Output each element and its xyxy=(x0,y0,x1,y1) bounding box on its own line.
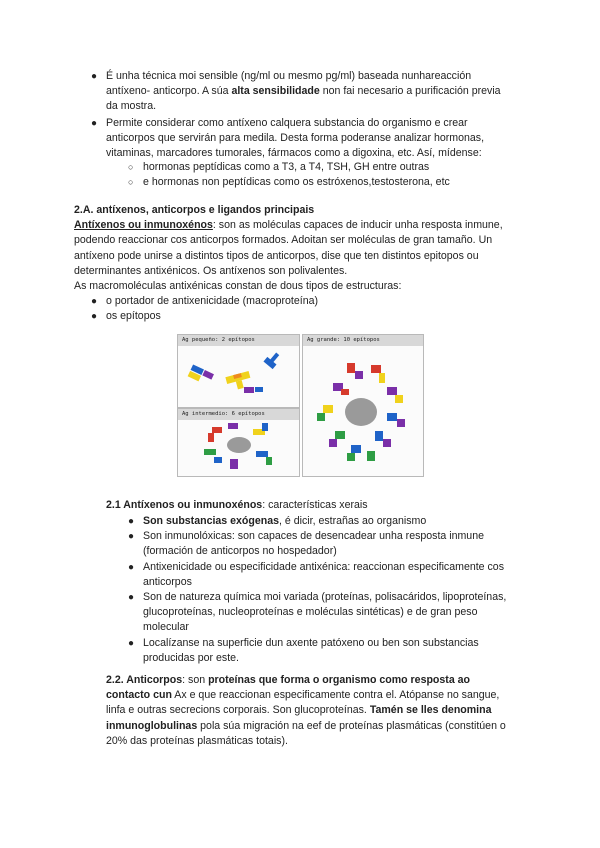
text-line xyxy=(106,99,546,114)
section-21-bullet-5 xyxy=(128,636,543,666)
text-line xyxy=(143,620,543,635)
text-line xyxy=(143,651,543,666)
text-run: , é dicir, estrañas ao organismo xyxy=(279,515,427,527)
bold-text-run: 2.2. Anticorpos xyxy=(106,674,183,686)
text-run: pola súa migración na eef de proteínas plasmáticas (constitúen o xyxy=(197,719,506,732)
text-line xyxy=(106,734,556,749)
section-2a-bullet-1: ● o portador de antixenicidade (macroproteína) xyxy=(106,294,526,309)
text-line xyxy=(143,544,543,559)
antigen-term: Antíxenos ou inmunoxénos xyxy=(74,219,213,232)
panel-medium-label: Ag intermedio: 6 epítopos xyxy=(178,409,299,420)
epitope-figure xyxy=(177,334,423,476)
intro-bullet-list xyxy=(91,69,546,161)
text-run: Permite considerar como antíxeno calquera substancia do organismo e crear xyxy=(106,116,468,129)
antibody-small-left xyxy=(188,364,214,386)
panel-large-label: Ag grande: 10 epítopos xyxy=(303,335,423,346)
text-line xyxy=(106,69,546,84)
text-line xyxy=(143,590,543,605)
panel-large-antigen xyxy=(302,334,424,477)
text-run: (formación de anticorpos no hospedador) xyxy=(143,545,337,558)
section-2a-line-5: As macromoléculas antixénicas constan de dous tipos de estructuras: xyxy=(74,280,402,293)
text-run: vitaminas, marcadores tumorales, fármacos como a digoxina, etc. Así, mídense: xyxy=(106,147,482,160)
text-run: : son xyxy=(182,674,209,686)
section-2a xyxy=(74,203,554,294)
large-antigen-drawing xyxy=(303,335,423,476)
section-21-bullets xyxy=(128,514,543,666)
bullet-dot-icon: ● xyxy=(128,592,135,604)
text-line xyxy=(106,688,556,703)
text-run: É unha técnica moi sensible (ng/ml ou mesmo pg/ml) baseada nunhareacción xyxy=(106,70,472,82)
bullet-dot-icon: ● xyxy=(91,296,98,307)
intro-bullet-1-text xyxy=(106,69,546,115)
intro-bullet-2 xyxy=(91,116,546,162)
text-run: Localízanse na superficie dun axente patóxeno ou ben son substancias xyxy=(143,636,479,649)
section-2a-line-1: Antíxenos ou inmunoxénos: son as moléculas capaces de inducir unha resposta inmune, xyxy=(74,219,503,232)
panel-medium-antigen xyxy=(177,408,300,477)
text-line xyxy=(106,131,546,146)
section-21-bullet-3 xyxy=(128,560,543,590)
text-line xyxy=(143,514,543,529)
section-2a-line-4: determinantes antixénicos. Os antíxenos son polivalentes. xyxy=(74,264,348,277)
text-run: anticorpos xyxy=(143,575,192,588)
bold-text-run: Tamén se lles denomina xyxy=(369,704,492,717)
bullet-dot-icon: ● xyxy=(128,531,135,543)
text-run: Son inmunolóxicas: son capaces de desencadear unha resposta inmune xyxy=(143,530,484,543)
text-run: Antixenicidade ou especificidade antixénica: reaccionan especificamente cos xyxy=(143,560,504,573)
antibody-small-bottom xyxy=(244,387,263,393)
text-line xyxy=(143,575,543,590)
text-run: producidas por este. xyxy=(143,651,239,664)
text-line xyxy=(143,529,543,544)
section-2a-line-3: antíxeno pode unirse a distintos tipos de anticorpos, dise que ten distintos epitopos ou xyxy=(74,249,479,262)
text-run: Ax e que reaccionan especificamente contra el. Atópanse no sangue, xyxy=(171,689,500,702)
text-line xyxy=(143,605,543,620)
panel-small-antigen xyxy=(177,334,300,408)
text-run: linfa e outras secrecions corporais. Son glucoproteínas. xyxy=(106,704,370,717)
medium-antigen-drawing xyxy=(178,409,299,476)
large-antigen-core xyxy=(345,398,377,426)
text-line xyxy=(106,719,556,734)
text-run: non fai necesario a purificación previa xyxy=(319,85,501,98)
intro-bullet-2-text xyxy=(106,116,546,162)
text-line xyxy=(143,560,543,575)
text-run: antíxeno- anticorpo. A súa xyxy=(106,85,232,98)
text-line xyxy=(106,703,556,718)
section-2a-heading: 2.A. antíxenos, anticorpos e ligandos principais xyxy=(74,204,315,216)
text-line xyxy=(143,636,543,651)
bold-text-run: Son substancias exógenas xyxy=(143,515,280,527)
bullet-dot-icon: ● xyxy=(128,561,135,573)
section-2a-line-2: podendo reaccionar cos anticorpos formados. Adoitan ser moléculas de gran tamaño. Un xyxy=(74,234,493,247)
section-21-heading-line: 2.1 Antíxenos ou inmunoxénos: características xerais xyxy=(106,499,368,511)
small-antigen-drawing xyxy=(178,335,299,407)
panel-small-label: Ag pequeño: 2 epítopos xyxy=(178,335,299,346)
section-21-bullet-4 xyxy=(128,590,543,636)
sub-bullet-1: ○ hormonas peptídicas como a T3, a T4, TSH, GH entre outras xyxy=(143,160,543,175)
text-run: anticorpos que servirán para medila. Desta forma poderanse analizar hormonas, xyxy=(106,131,485,144)
bullet-dot-icon: ● xyxy=(128,516,135,527)
antibody-small-right xyxy=(263,350,282,369)
circle-bullet-icon: ○ xyxy=(128,162,134,172)
text-line xyxy=(106,84,546,99)
section-22 xyxy=(106,673,556,749)
bullet-dot-icon: ● xyxy=(91,117,98,129)
section-2a-bullets xyxy=(91,294,526,324)
bold-text-run: alta sensibilidade xyxy=(231,85,320,98)
text-run: 20% das proteínas plasmáticas totais). xyxy=(106,734,288,747)
section-21-heading: 2.1 Antíxenos ou inmunoxénos xyxy=(106,499,263,511)
section-21-bullet-2 xyxy=(128,529,543,559)
text-line xyxy=(106,673,556,688)
bold-text-run: inmunoglobulinas xyxy=(106,719,198,732)
text-run: Son de natureza química moi variada (proteínas, polisacáridos, lipoproteínas, xyxy=(143,591,507,604)
bold-text-run: contacto cun xyxy=(106,689,172,702)
text-line xyxy=(106,146,546,161)
text-run: molecular xyxy=(143,621,189,634)
circle-bullet-icon: ○ xyxy=(128,177,134,188)
bullet-dot-icon: ● xyxy=(91,311,98,323)
sub-bullet-2: ○ e hormonas non peptídicas como os estróxenos,testosterona, etc xyxy=(143,175,543,190)
section-21-bullet-1 xyxy=(128,514,543,529)
bullet-dot-icon: ● xyxy=(128,637,135,649)
bold-text-run: proteínas que forma o organismo como resposta ao xyxy=(208,674,471,686)
intro-bullet-1 xyxy=(91,69,546,115)
text-line xyxy=(106,116,546,131)
text-run: glucoproteínas, nucleoproteínas e moléculas sintéticas) e de gran peso xyxy=(143,606,478,619)
sub-bullet-list xyxy=(128,160,543,190)
bullet-dot-icon: ● xyxy=(91,71,98,82)
section-2a-bullet-2: ● os epítopos xyxy=(106,309,526,324)
medium-antigen-core xyxy=(227,437,251,453)
text-run: da mostra. xyxy=(106,100,157,113)
